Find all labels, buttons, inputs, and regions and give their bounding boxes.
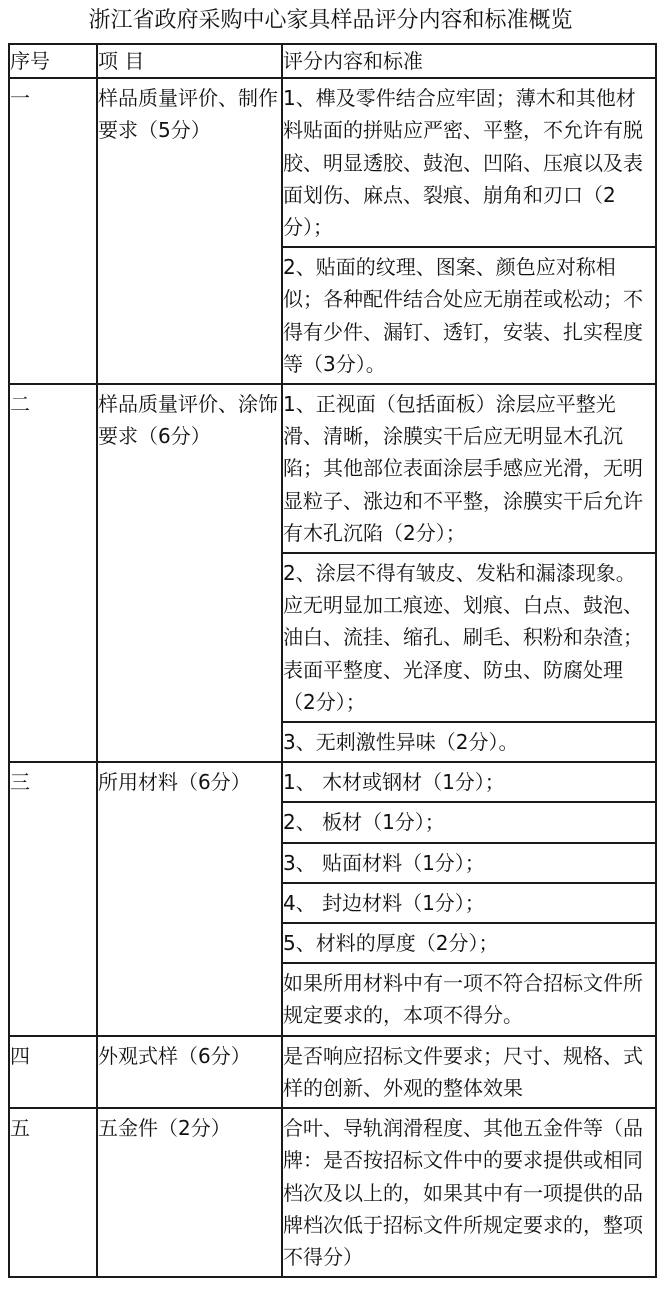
row-serial: 二: [9, 384, 97, 762]
criteria-cell: 3、无刺激性异味（2分）。: [282, 722, 656, 762]
row-serial: 一: [9, 78, 97, 384]
table-row: [9, 1036, 656, 1108]
table-row: [9, 762, 656, 802]
row-serial: 三: [9, 762, 97, 1035]
criteria-cell: 2、贴面的纹理、图案、颜色应对称相似；各种配件结合处应无崩茬或松动；不得有少件、漏钉、透钉，安装、扎实程度等（3分）。: [282, 247, 656, 384]
table-row: [9, 78, 656, 247]
header-row: [9, 44, 656, 78]
row-item: 外观式样（6分）: [97, 1036, 282, 1108]
row-item: 五金件（2分）: [97, 1108, 282, 1277]
criteria-cell: 1、 木材或钢材（1分）；: [282, 762, 656, 802]
table-row: [9, 384, 656, 553]
criteria-cell: 2、 板材（1分）；: [282, 802, 656, 842]
criteria-cell: 合叶、导轨润滑程度、其他五金件等（品牌：是否按招标文件中的要求提供或相同档次及以上的，如果其中有一项提供的品牌档次低于招标文件所规定要求的，整项不得分）: [282, 1108, 656, 1277]
document-title: 浙江省政府采购中心家具样品评分内容和标准概览: [88, 8, 573, 33]
criteria-cell: 5、材料的厚度（2分）；: [282, 923, 656, 963]
row-serial: 四: [9, 1036, 97, 1108]
row-item: 样品质量评价、制作要求（5分）: [97, 78, 282, 384]
table-row: [9, 1108, 656, 1277]
header-criteria: 评分内容和标准: [282, 44, 656, 78]
criteria-cell: 2、涂层不得有皱皮、发粘和漏漆现象。应无明显加工痕迹、划痕、白点、鼓泡、油白、流挂、缩孔、刷毛、积粉和杂渣；表面平整度、光泽度、防虫、防腐处理（2分）；: [282, 553, 656, 722]
header-serial: 序号: [9, 44, 97, 78]
criteria-cell: 1、榫及零件结合应牢固；薄木和其他材料贴面的拼贴应严密、平整，不允许有脱胶、明显透胶、鼓泡、凹陷、压痕以及表面划伤、麻点、裂痕、崩角和刃口（2分）；: [282, 78, 656, 247]
row-item: 所用材料（6分）: [97, 762, 282, 1035]
row-item: 样品质量评价、涂饰要求（6分）: [97, 384, 282, 762]
header-item: 项 目: [97, 44, 282, 78]
criteria-cell: 3、 贴面材料（1分）；: [282, 843, 656, 883]
scoring-table: [8, 43, 657, 1278]
criteria-cell: 4、 封边材料（1分）；: [282, 883, 656, 923]
criteria-cell: 是否响应招标文件要求；尺寸、规格、式样的创新、外观的整体效果: [282, 1036, 656, 1108]
row-serial: 五: [9, 1108, 97, 1277]
criteria-cell: 如果所用材料中有一项不符合招标文件所规定要求的，本项不得分。: [282, 963, 656, 1035]
criteria-cell: 1、正视面（包括面板）涂层应平整光滑、清晰，涂膜实干后应无明显木孔沉陷；其他部位表面涂层手感应光滑，无明显粒子、涨边和不平整，涂膜实干后允许有木孔沉陷（2分）；: [282, 384, 656, 553]
